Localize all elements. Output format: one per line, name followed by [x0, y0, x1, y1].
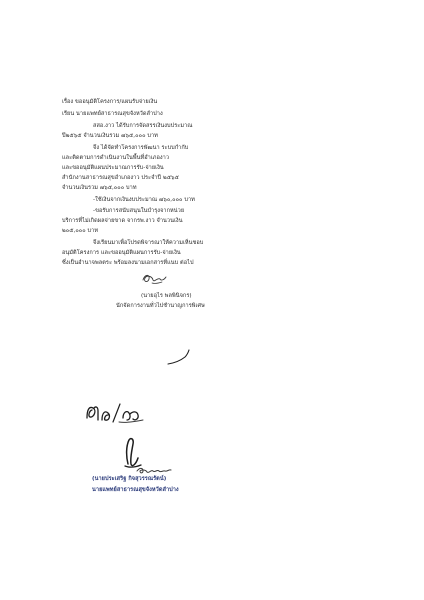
requester-position: นักจัดการงานทั่วไปชำนาญการพิเศษ — [116, 303, 205, 309]
funding-line-amount: ๒๐๕,๐๐๐ บาท — [62, 228, 99, 234]
memo-addressee: เรียน นายแพทย์สาธารณสุขจังหวัดลำปาง — [62, 111, 163, 117]
requester-signature — [140, 271, 170, 287]
paragraph-2-line-3: และขออนุมัติแผนประมาณการรับ-จ่ายเงิน — [62, 165, 164, 171]
approver-signature — [116, 434, 178, 476]
memo-subject: เรื่อง ขออนุมัติโครงการ/แผนรับจ่ายเงิน — [62, 99, 158, 105]
paragraph-1-line-1: สสอ.งาว ได้รับการจัดสรรเงินงบประมาณ — [93, 123, 193, 129]
paragraph-2-line-5: จำนวนเงินรวม ๗๖๕,๐๐๐ บาท — [62, 185, 137, 191]
approver-position: นายแพทย์สาธารณสุขจังหวัดลำปาง — [92, 487, 179, 493]
paragraph-1-line-2: ปี๒๕๖๕ จำนวนเงินรวม ๗๖๕,๐๐๐ บาท — [62, 133, 158, 139]
funding-line-budget: -ใช้เงินจากเงินงบประมาณ ๗๖๐,๐๐๐ บาท — [93, 197, 195, 203]
paragraph-3-line-1: จึงเรียนมาเพื่อโปรดพิจารณาให้ความเห็นชอบ — [93, 240, 204, 246]
funding-line-support: -ขอรับการสนับสนุนในบำรุงจากหน่วย — [93, 208, 185, 214]
paragraph-2-line-4: สำนักงานสาธารณสุขอำเภองาว ประจำปี ๒๕๖๕ — [62, 175, 179, 181]
funding-line-source: บริการที่ไม่เกิดผลจ่ายขาด จากรพ.งาว จำนวนเงิน — [62, 218, 183, 224]
paragraph-3-line-3: ซึ่งเป็นอำนาจพลตระ พร้อมลงนามเอกสารที่แนบ ต่อไป — [62, 260, 194, 266]
approver-name: (นายประเสริฐ กิจสุวรรณรัตน์) — [92, 476, 167, 482]
paragraph-3-line-2: อนุมัติโครงการ และขออนุมัติแผนการรับ-จ่ายเงิน — [62, 250, 181, 256]
requester-name: (นายอุไร พลพินิจกร) — [141, 293, 192, 299]
paragraph-2-line-2: และติดตามการดำเนินงานในพื้นที่อำเภองาว — [62, 155, 170, 161]
handwritten-approval-note — [83, 398, 151, 428]
paragraph-2-line-1: จึง ได้จัดทำโครงการพัฒนา ระบบกำกับ — [93, 145, 189, 151]
pen-flourish — [166, 348, 192, 366]
